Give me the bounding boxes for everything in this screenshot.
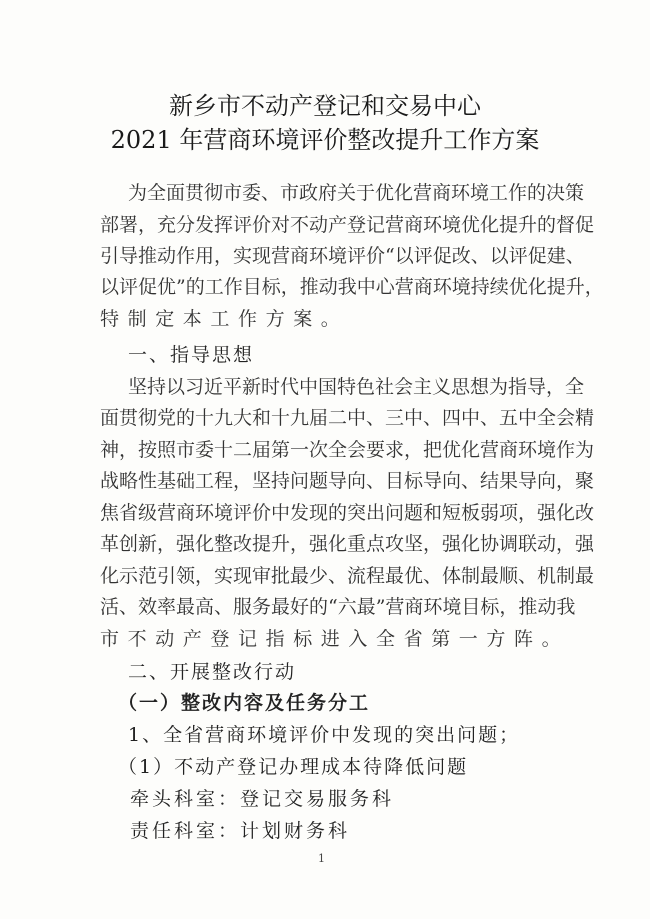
document-title-line1: 新乡市不动产登记和交易中心 <box>169 92 481 120</box>
section-heading: 一、指导思想 <box>128 344 255 366</box>
responsible-department: 责任科室：计划财务科 <box>130 820 351 842</box>
paragraph-line: 市不动产登记指标进入全省第一方阵。 <box>100 628 570 650</box>
paragraph-line: 化示范引领，实现审批最少、流程最优、体制最顺、机制最 <box>100 565 595 587</box>
section-heading: 二、开展整改行动 <box>128 661 297 683</box>
paragraph-line: 革创新，强化整改提升，强化重点攻坚，强化协调联动，强 <box>100 533 595 555</box>
lead-department: 牵头科室：登记交易服务科 <box>130 788 395 810</box>
paragraph-line: 坚持以习近平新时代中国特色社会主义思想为指导，全 <box>128 376 585 398</box>
list-item: 1、全省营商环境评价中发现的突出问题； <box>128 724 521 746</box>
paragraph-line: 面贯彻党的十九大和十九届二中、三中、四中、五中全会精 <box>100 407 595 429</box>
paragraph-line: 引导推动作用，实现营商环境评价“以评促改、以评促建、 <box>100 245 585 267</box>
paragraph-line: 为全面贯彻市委、市政府关于优化营商环境工作的决策 <box>128 182 585 204</box>
subsection-heading: （一）整改内容及任务分工 <box>118 692 371 714</box>
paragraph-line: 以评促优”的工作目标，推动我中心营商环境持续优化提升， <box>100 276 604 298</box>
list-item: （1）不动产登记办理成本待降低问题 <box>118 756 469 778</box>
page-number: 1 <box>318 852 325 865</box>
document-title-line2: 2021 年营商环境评价整改提升工作方案 <box>110 126 540 154</box>
paragraph-line: 神，按照市委十二届第一次全会要求，把优化营商环境作为 <box>100 439 595 461</box>
paragraph-line: 焦省级营商环境评价中发现的突出问题和短板弱项，强化改 <box>100 502 595 524</box>
paragraph-line: 特制定本工作方案。 <box>100 308 349 330</box>
paragraph-line: 活、效率最高、服务最好的“六最”营商环境目标，推动我 <box>100 596 576 618</box>
paragraph-line: 战略性基础工程，坚持问题导向、目标导向、结果导向，聚 <box>100 470 595 492</box>
paragraph-line: 部署，充分发挥评价对不动产登记营商环境优化提升的督促 <box>100 214 595 236</box>
